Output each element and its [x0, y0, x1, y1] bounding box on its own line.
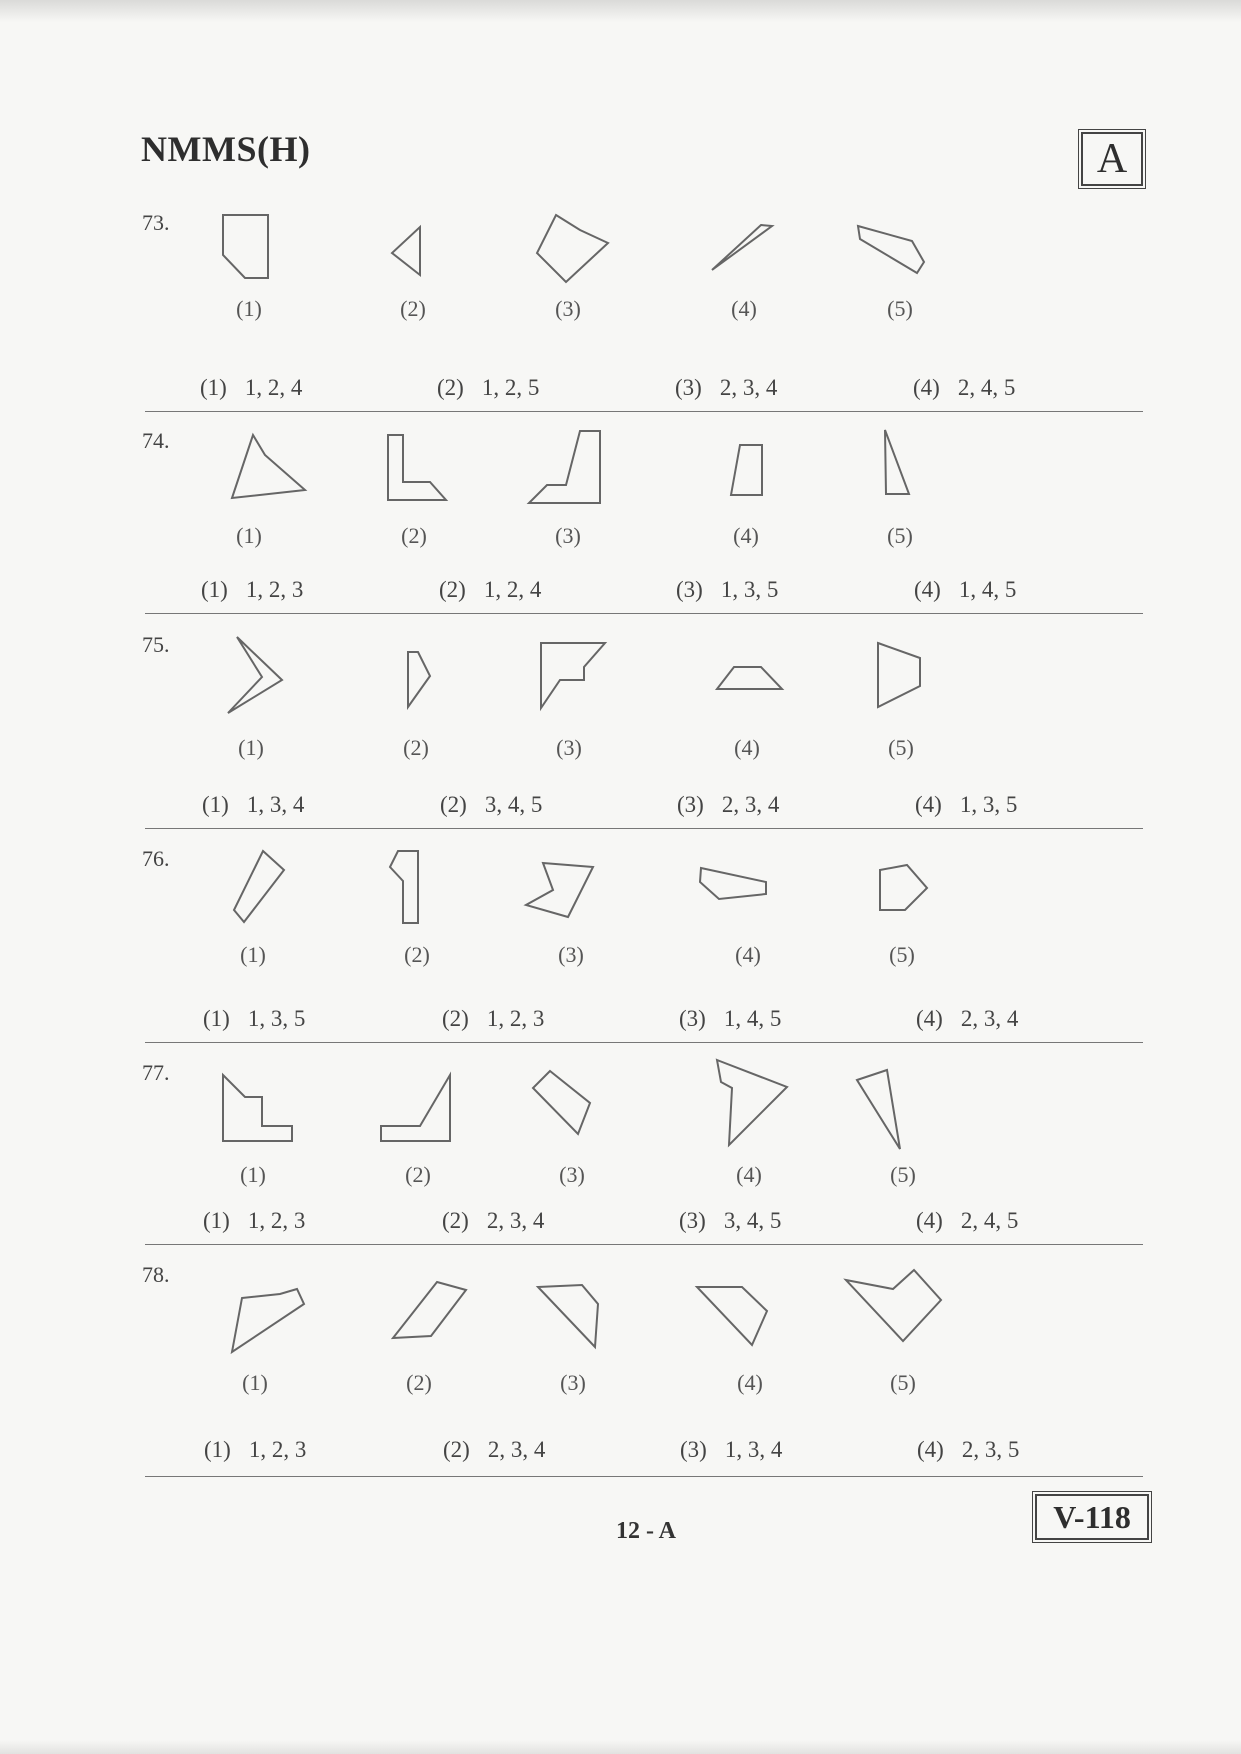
figure-label: (2)	[403, 735, 429, 760]
answer-option-4[interactable]: (4) 2, 3, 5	[917, 1437, 1020, 1462]
figure-label: (3)	[558, 942, 584, 967]
figure-label: (5)	[887, 523, 913, 548]
figure-label: (1)	[236, 296, 262, 321]
figure-label: (3)	[559, 1162, 585, 1187]
figure-label: (2)	[406, 1370, 432, 1395]
answer-option-1[interactable]: (1) 1, 2, 3	[204, 1437, 307, 1462]
figure-label: (1)	[240, 1162, 266, 1187]
answer-option-2[interactable]: (2) 2, 3, 4	[442, 1208, 545, 1233]
answer-option-4[interactable]: (4) 2, 4, 5	[913, 375, 1016, 400]
answer-option-2[interactable]: (2) 1, 2, 3	[442, 1006, 545, 1031]
answer-option-2[interactable]: (2) 2, 3, 4	[443, 1437, 546, 1462]
figure-label: (4)	[733, 523, 759, 548]
figure-label: (2)	[404, 942, 430, 967]
answer-option-1[interactable]: (1) 1, 2, 3	[201, 577, 304, 602]
question-number: 78.	[142, 1262, 170, 1287]
exam-code: NMMS(H)	[141, 129, 311, 169]
question-number: 76.	[142, 846, 170, 871]
figure-label: (3)	[555, 296, 581, 321]
answer-option-2[interactable]: (2) 1, 2, 4	[439, 577, 542, 602]
figure-label: (4)	[735, 942, 761, 967]
figure-2-shape	[393, 1282, 466, 1338]
figure-label: (1)	[236, 523, 262, 548]
question-number: 73.	[142, 210, 170, 235]
answer-option-4[interactable]: (4) 1, 3, 5	[915, 792, 1018, 817]
figure-label: (2)	[405, 1162, 431, 1187]
figure-label: (2)	[400, 296, 426, 321]
figure-1-shape	[232, 1289, 304, 1352]
answer-option-1[interactable]: (1) 1, 2, 3	[203, 1208, 306, 1233]
answer-option-3[interactable]: (3) 2, 3, 4	[677, 792, 780, 817]
answer-option-2[interactable]: (2) 3, 4, 5	[440, 792, 543, 817]
figure-label: (2)	[401, 523, 427, 548]
answer-option-2[interactable]: (2) 1, 2, 5	[437, 375, 540, 400]
figure-label: (3)	[556, 735, 582, 760]
figure-3-shape	[538, 1285, 598, 1347]
answer-option-3[interactable]: (3) 3, 4, 5	[679, 1208, 782, 1233]
answer-option-3[interactable]: (3) 1, 3, 4	[680, 1437, 783, 1462]
answer-option-4[interactable]: (4) 2, 4, 5	[916, 1208, 1019, 1233]
figure-label: (4)	[736, 1162, 762, 1187]
figure-label: (3)	[555, 523, 581, 548]
figure-label: (3)	[560, 1370, 586, 1395]
answer-option-4[interactable]: (4) 1, 4, 5	[914, 577, 1017, 602]
answer-option-3[interactable]: (3) 2, 3, 4	[675, 375, 778, 400]
answer-option-3[interactable]: (3) 1, 3, 5	[676, 577, 779, 602]
figure-label: (5)	[887, 296, 913, 321]
answer-option-1[interactable]: (1) 1, 2, 4	[200, 375, 303, 400]
page-number: 12 - A	[616, 1518, 676, 1544]
figure-label: (5)	[890, 1370, 916, 1395]
figure-label: (1)	[242, 1370, 268, 1395]
paper-code-badge: V-118	[1035, 1494, 1149, 1540]
figure-label: (1)	[240, 942, 266, 967]
figure-5-shape	[846, 1270, 941, 1341]
scan-shadow-bottom	[0, 1740, 1241, 1754]
question-number: 77.	[142, 1060, 170, 1085]
figure-label: (1)	[238, 735, 264, 760]
figure-label: (5)	[890, 1162, 916, 1187]
question-number: 74.	[142, 428, 170, 453]
answer-option-4[interactable]: (4) 2, 3, 4	[916, 1006, 1019, 1031]
figure-4-shape	[697, 1287, 767, 1345]
question-number: 75.	[142, 632, 170, 657]
figure-label: (4)	[731, 296, 757, 321]
answer-option-1[interactable]: (1) 1, 3, 5	[203, 1006, 306, 1031]
figure-label: (5)	[889, 942, 915, 967]
figure-label: (5)	[888, 735, 914, 760]
figure-label: (4)	[737, 1370, 763, 1395]
answer-option-1[interactable]: (1) 1, 3, 4	[202, 792, 305, 817]
set-badge: A	[1081, 132, 1143, 186]
question-divider	[145, 1476, 1143, 1477]
answer-option-3[interactable]: (3) 1, 4, 5	[679, 1006, 782, 1031]
figure-label: (4)	[734, 735, 760, 760]
